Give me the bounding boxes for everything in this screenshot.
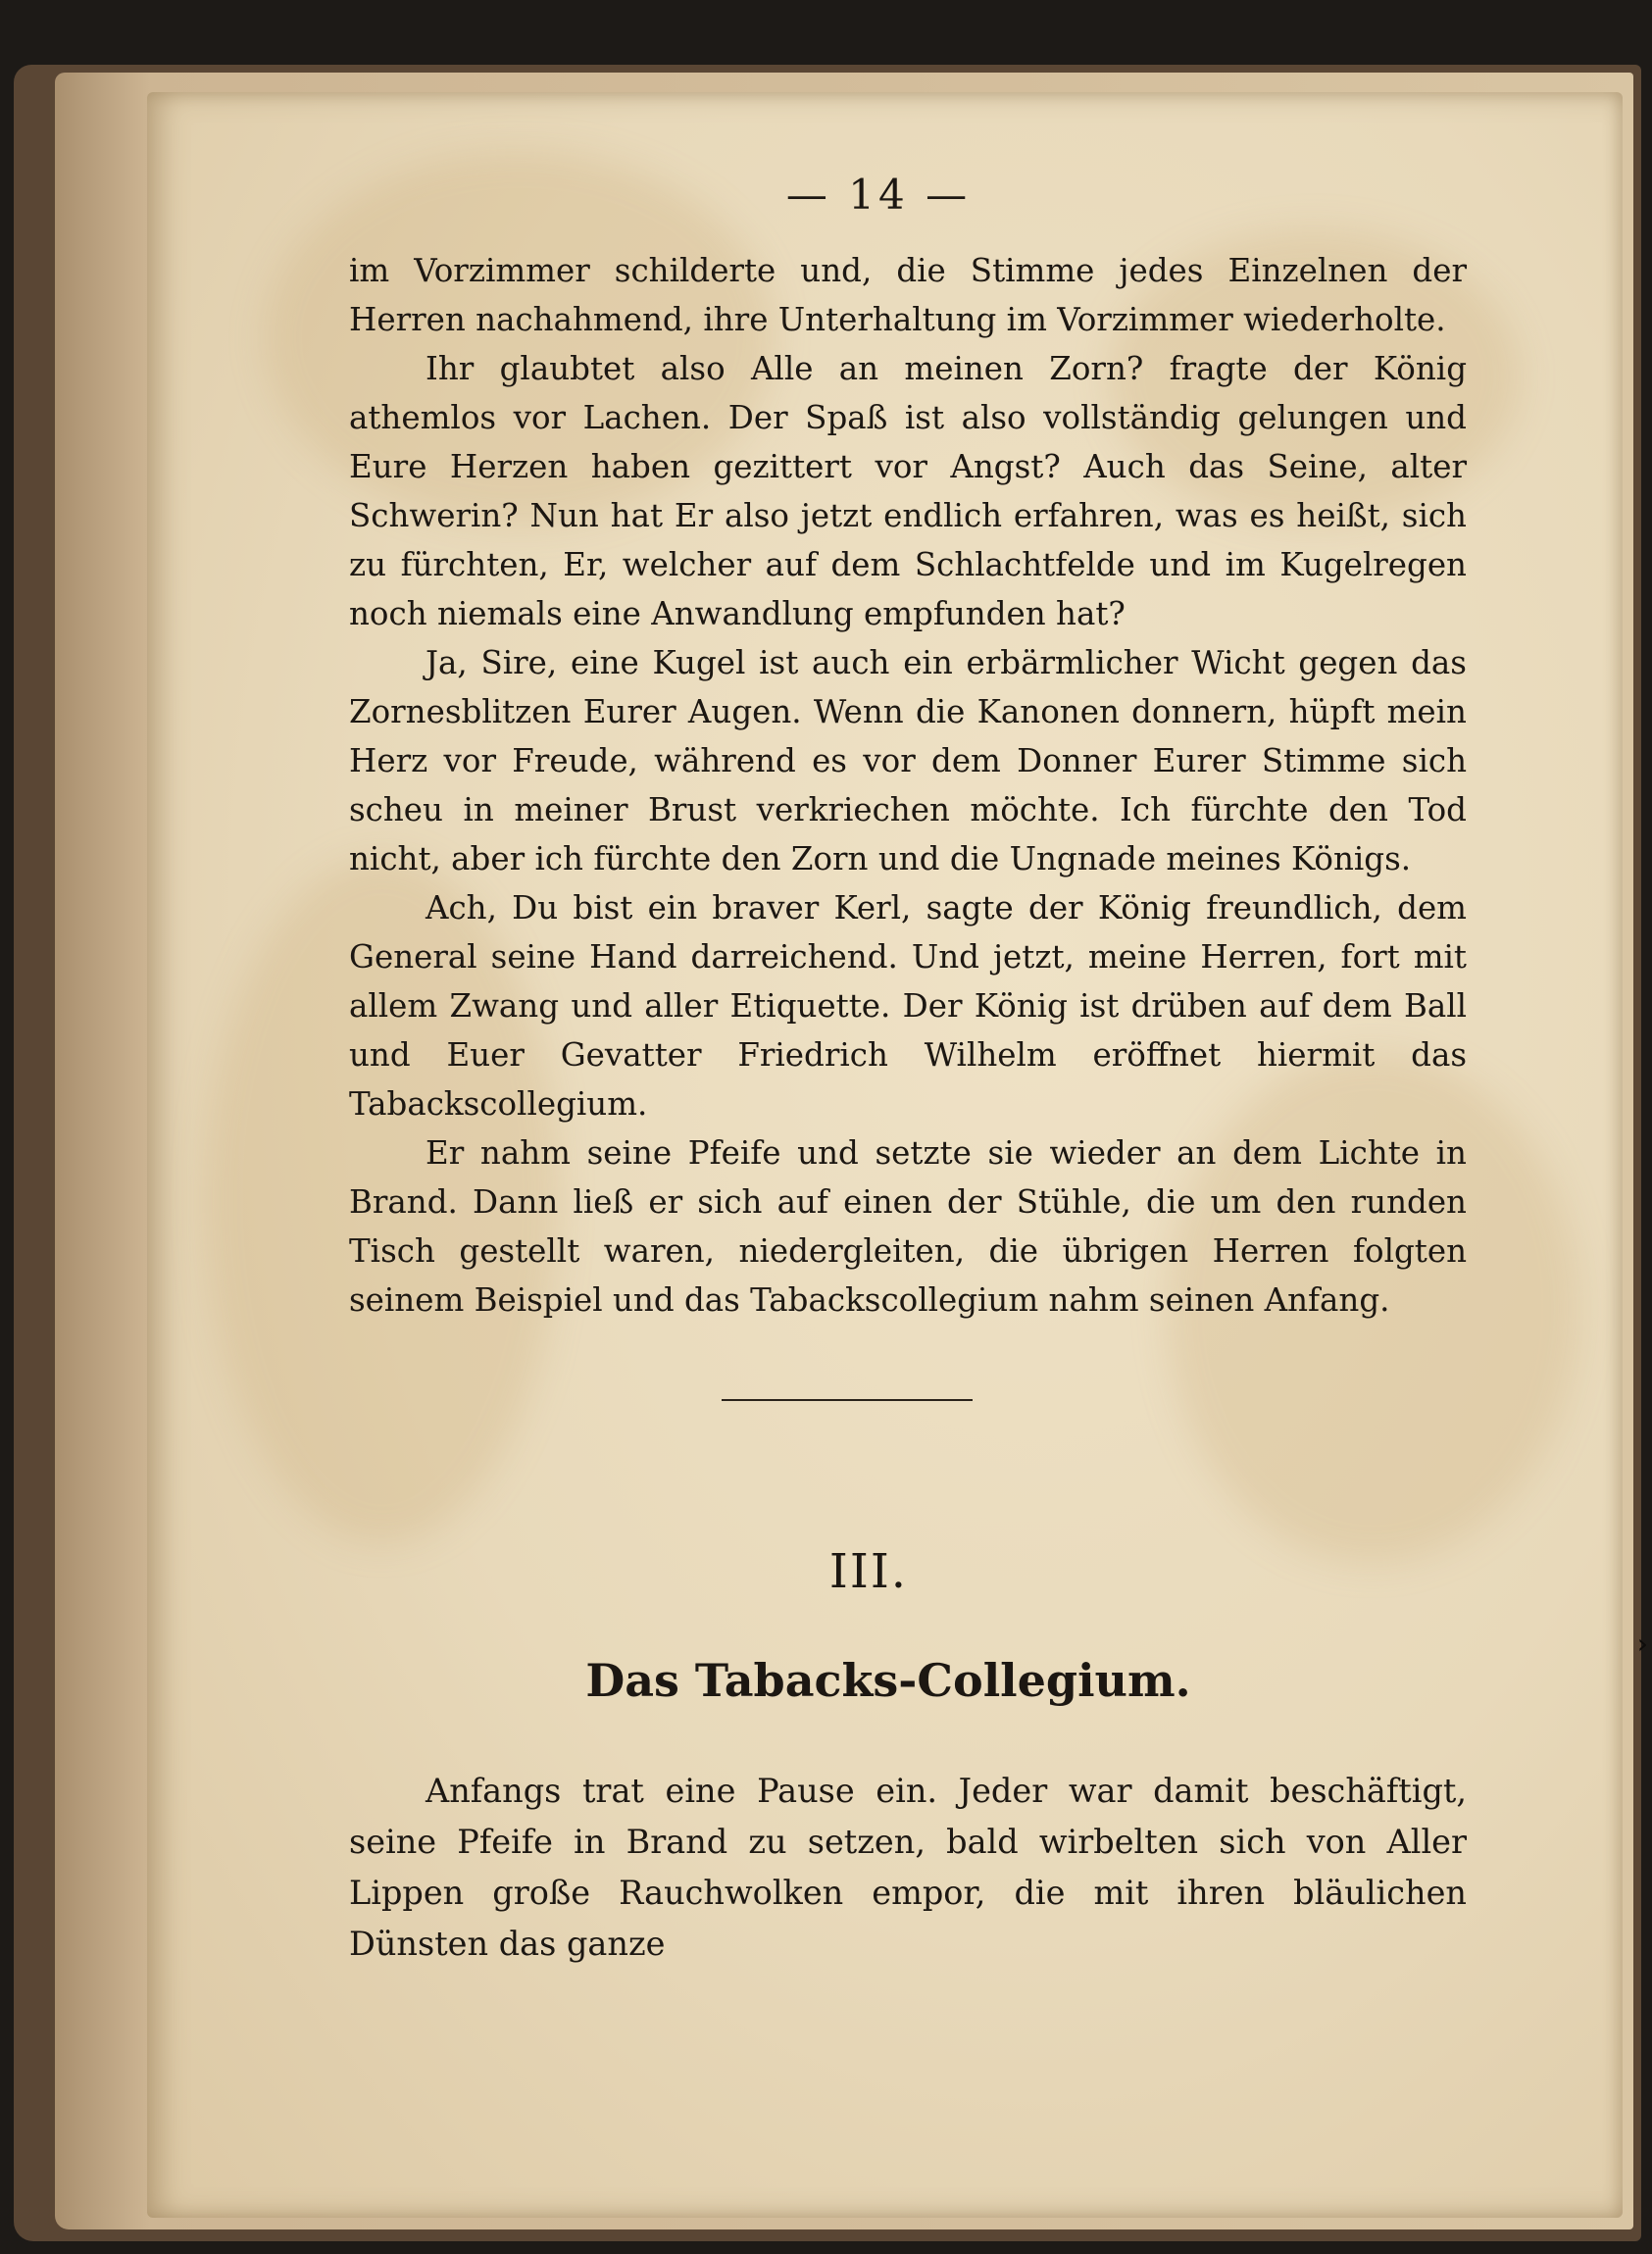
paragraph: im Vorzimmer schilderte und, die Stimme jedes Einzelnen der Herren nachahmend, ihre Unterhaltung im Vorzimmer wiederholte.: [349, 252, 1467, 338]
paragraph: Ja, Sire, eine Kugel ist auch ein erbärmlicher Wicht gegen das Zornesblitzen Eurer Augen. Wenn die Kanonen donnern, hüpft mein Herz vor Freude, während es vor dem Donner Eurer Stimme sich scheu in meiner Brust verkriechen möchte. Ich fürchte den Tod nicht, aber ich fürchte den Zorn und die Ungnade meines Königs.: [349, 644, 1467, 877]
chapter-number: III.: [828, 1544, 909, 1599]
page-text-block: [349, 171, 1467, 1970]
chapter-opening-paragraph: Anfangs trat eine Pause ein. Jeder war damit beschäftigt, seine Pfeife in Brand zu setzen, bald wirbelten sich von Aller Lippen große Rauchwolken empor, die mit ihren bläulichen Dünsten das ganze: [349, 1772, 1467, 1963]
paragraph: Ihr glaubtet also Alle an meinen Zorn? fragte der König athemlos vor Lachen. Der Spaß ist also vollständig gelungen und Eure Herzen haben gezittert vor Angst? Auch das Seine, alter Schwerin? Nun hat Er also jetzt endlich erfahren, was es heißt, sich zu fürchten, Er, welcher auf dem Schlachtfelde und im Kugelregen noch niemals eine Anwandlung empfunden hat?: [349, 350, 1467, 632]
paragraph: Ach, Du bist ein braver Kerl, sagte der König freundlich, dem General seine Hand darreichend. Und jetzt, meine Herren, fort mit allem Zwang und aller Etiquette. Der König ist drüben auf dem Ball und Euer Gevatter Friedrich Wilhelm eröffnet hiermit das Tabackscollegium.: [349, 889, 1467, 1123]
section-divider: [722, 1399, 973, 1401]
chapter-title: Das Tabacks-Collegium.: [585, 1654, 1191, 1707]
paragraph: Er nahm seine Pfeife und setzte sie wieder an dem Lichte in Brand. Dann ließ er sich auf einen der Stühle, die um den runden Tisch gestellt waren, niedergleiten, die übrigen Herren folgten seinem Beispiel und das Tabackscollegium nahm seinen Anfang.: [349, 1134, 1467, 1319]
page-edge-mark: ›: [1636, 1628, 1648, 1660]
page-number: — 14 —: [785, 171, 972, 219]
